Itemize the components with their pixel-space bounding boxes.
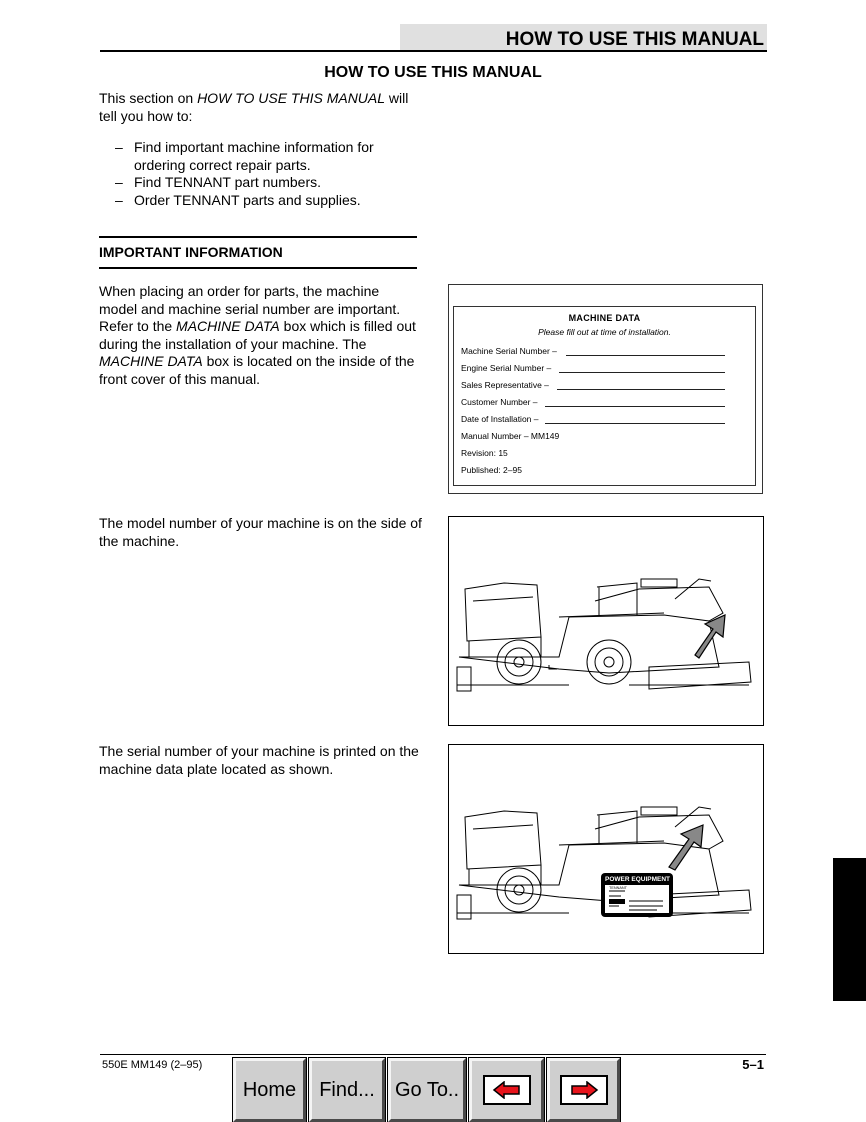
install-date-line <box>545 423 725 424</box>
find-button-label: Find... <box>319 1078 375 1101</box>
pointer-arrow <box>695 615 725 658</box>
header-rule <box>100 50 767 52</box>
goto-button[interactable] <box>388 1058 466 1122</box>
engine-serial-label: Engine Serial Number – <box>461 363 552 373</box>
section-rule-bottom <box>99 267 417 269</box>
machine-serial-line <box>566 355 725 356</box>
sales-rep-label: Sales Representative – <box>461 380 549 390</box>
header-title: HOW TO USE THIS MANUAL <box>505 29 764 50</box>
sales-rep-line <box>557 389 725 390</box>
published: Published: 2–95 <box>461 465 522 475</box>
list-item: – Find important machine information for ordering correct repair parts. <box>115 139 374 173</box>
home-button-label: Home <box>242 1078 297 1101</box>
find-button[interactable] <box>309 1058 385 1122</box>
previous-arrow-frame <box>483 1075 531 1105</box>
customer-number-line <box>545 406 725 407</box>
important-heading: IMPORTANT INFORMATION <box>99 244 283 260</box>
arrow-left-icon <box>492 1081 522 1099</box>
arrow-right-icon <box>569 1081 599 1099</box>
intro-text: This section on HOW TO USE THIS MANUAL will tell you how to: <box>99 90 409 124</box>
important-paragraph: When placing an order for parts, the machine model and machine serial number are important. Refer to the MACHINE DATA box which is filled out during the installation of your machine. The MACHINE DATA box is located on the inside of the front cover of this manual. <box>99 283 416 387</box>
previous-page-button[interactable] <box>469 1058 544 1122</box>
machine-serial-label: Machine Serial Number – <box>461 346 557 356</box>
data-plate-illustration <box>449 745 765 955</box>
install-date-label: Date of Installation – <box>461 414 539 424</box>
page-number: 5–1 <box>742 1057 764 1072</box>
list-item: – Order TENNANT parts and supplies. <box>115 191 361 208</box>
next-page-button[interactable] <box>547 1058 620 1122</box>
next-arrow-frame <box>560 1075 608 1105</box>
intro-emphasis: HOW TO USE THIS MANUAL <box>197 90 386 106</box>
machine-side-figure <box>448 516 764 726</box>
section-title: HOW TO USE THIS MANUAL <box>324 64 542 81</box>
model-number-paragraph: The model number of your machine is on the side of the machine. <box>99 515 422 549</box>
revision: Revision: 15 <box>461 448 508 458</box>
list-item: – Find TENNANT part numbers. <box>115 174 321 190</box>
engine-serial-line <box>559 372 725 373</box>
section-rule-top <box>99 236 417 238</box>
home-button[interactable] <box>233 1058 306 1122</box>
footer-rule <box>100 1054 766 1055</box>
chapter-tab <box>833 858 866 1001</box>
serial-number-paragraph: The serial number of your machine is printed on the machine data plate located as shown. <box>99 743 419 777</box>
data-plate-title: POWER EQUIPMENT <box>605 876 671 883</box>
customer-number-label: Customer Number – <box>461 397 538 407</box>
data-plate-figure <box>448 744 764 954</box>
goto-button-label: Go To.. <box>394 1078 460 1101</box>
manual-number: Manual Number – MM149 <box>461 431 560 441</box>
footer-doc-id: 550E MM149 (2–95) <box>102 1059 203 1071</box>
bullet-list <box>115 139 415 209</box>
machine-data-title: MACHINE DATA <box>568 313 641 323</box>
machine-side-illustration <box>449 517 765 727</box>
data-plate-brand: TENNANT <box>609 886 627 890</box>
nav-toolbar <box>233 1058 623 1122</box>
machine-data-subtitle: Please fill out at time of installation. <box>538 327 671 337</box>
